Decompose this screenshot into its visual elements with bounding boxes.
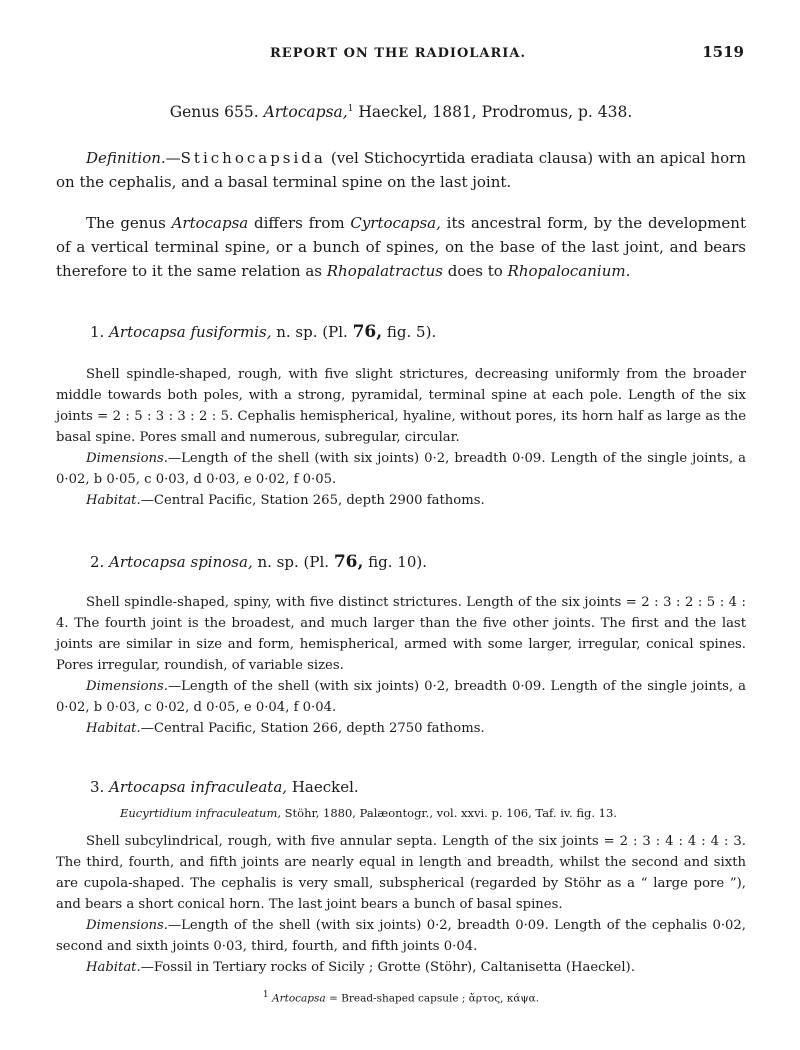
habitat: Habitat.—Fossil in Tertiary rocks of Sicily ; Grotte (Stöhr), Caltanisetta (Haeckel). — [86, 960, 635, 975]
running-header: REPORT ON THE RADIOLARIA. — [270, 46, 527, 61]
species-heading: 3. Artocapsa infraculeata, Haeckel. — [90, 778, 359, 796]
dimensions: Dimensions.—Length of the shell (with six joints) 0·2, breadth 0·09. Length of the single joints, a 0·02, b 0·05, c 0·03, d 0·03, e 0·02, f 0·05. — [56, 451, 746, 487]
genus-intro-paragraph: The genus Artocapsa differs from Cyrtocapsa, its ancestral form, by the development of a vertical terminal spine, or a bunch of spines, on the base of the last joint, and bears therefore to it the same relation as Rhopalatractus does to Rhopalocanium. — [56, 214, 746, 280]
footnote: $^1$ Artocapsa = Bread-shaped capsule ; ἄρτος, κάψα. — [262, 990, 540, 1005]
species-description: Shell subcylindrical, rough, with five annular septa. Length of the six joints = 2 : 3 : 4 : 4 : 4 : 3. The third, fourth, and fifth joints are nearly equal in length and breadth, whilst the second and sixth are cupola-shaped. The cephalis is very small, subspherical (regarded by Stöhr as a “ large pore ”), and bears a short conical horn. The last joint bears a bunch of basal spines. Dimensions.—Length of the shell (with six joints) 0·2, breadth 0·09. Length of the cephalis 0·02, second and sixth joints 0·03, third, fourth, and fifth joints 0·04. Habitat.—Fossil in Tertiary rocks of Sicily ; Grotte (Stöhr), Caltanisetta (Haeckel). — [56, 831, 746, 978]
page-number: 1519 — [702, 43, 744, 61]
dimensions: Dimensions.—Length of the shell (with six joints) 0·2, breadth 0·09. Length of the cephalis 0·02, second and sixth joints 0·03, third, fourth, and fifth joints 0·04. — [56, 918, 746, 954]
synonymy: Eucyrtidium infraculeatum, Stöhr, 1880, Palæontogr., vol. xxvi. p. 106, Taf. iv. fig. 13. — [120, 806, 617, 820]
genus-heading: Genus 655. Artocapsa,$^1$ Haeckel, 1881, Prodromus, p. 438. — [169, 103, 633, 121]
species-heading: 1. Artocapsa fusiformis, n. sp. (Pl. 76, fig. 5). — [90, 322, 437, 342]
species-description: Shell spindle-shaped, rough, with five slight strictures, decreasing uniformly from the broader middle towards both poles, with a strong, pyramidal, terminal spine at each pole. Length of the six joints = 2 : 5 : 3 : 3 : 2 : 5. Cephalis hemispherical, hyaline, without pores, its horn half as large as the basal spine. Pores small and numerous, subregular, circular. Dimensions.—Length of the shell (with six joints) 0·2, breadth 0·09. Length of the single joints, a 0·02, b 0·05, c 0·03, d 0·03, e 0·02, f 0·05. Habitat.—Central Pacific, Station 265, depth 2900 fathoms. — [56, 364, 746, 511]
definition-paragraph: Definition.—Stichocapsida (vel Stichocyrtida eradiata clausa) with an apical horn on the cephalis, and a basal terminal spine on the last joint. — [56, 149, 746, 191]
species-description: Shell spindle-shaped, spiny, with five distinct strictures. Length of the six joints = 2 : 3 : 2 : 5 : 4 : 4. The fourth joint is the broadest, and much larger than the five other joints. The first and the last joints are similar in size and form, hemispherical, armed with some larger, irregular, conical spines. Pores irregular, roundish, of variable sizes. Dimensions.—Length of the shell (with six joints) 0·2, breadth 0·09. Length of the single joints, a 0·02, b 0·03, c 0·02, d 0·05, e 0·04, f 0·04. Habitat.—Central Pacific, Station 266, depth 2750 fathoms. — [56, 592, 746, 739]
habitat: Habitat.—Central Pacific, Station 266, depth 2750 fathoms. — [86, 721, 485, 736]
dimensions: Dimensions.—Length of the shell (with six joints) 0·2, breadth 0·09. Length of the single joints, a 0·02, b 0·03, c 0·02, d 0·05, e 0·04, f 0·04. — [56, 679, 746, 715]
species-heading: 2. Artocapsa spinosa, n. sp. (Pl. 76, fig. 10). — [90, 552, 428, 572]
habitat: Habitat.—Central Pacific, Station 265, depth 2900 fathoms. — [86, 493, 485, 508]
